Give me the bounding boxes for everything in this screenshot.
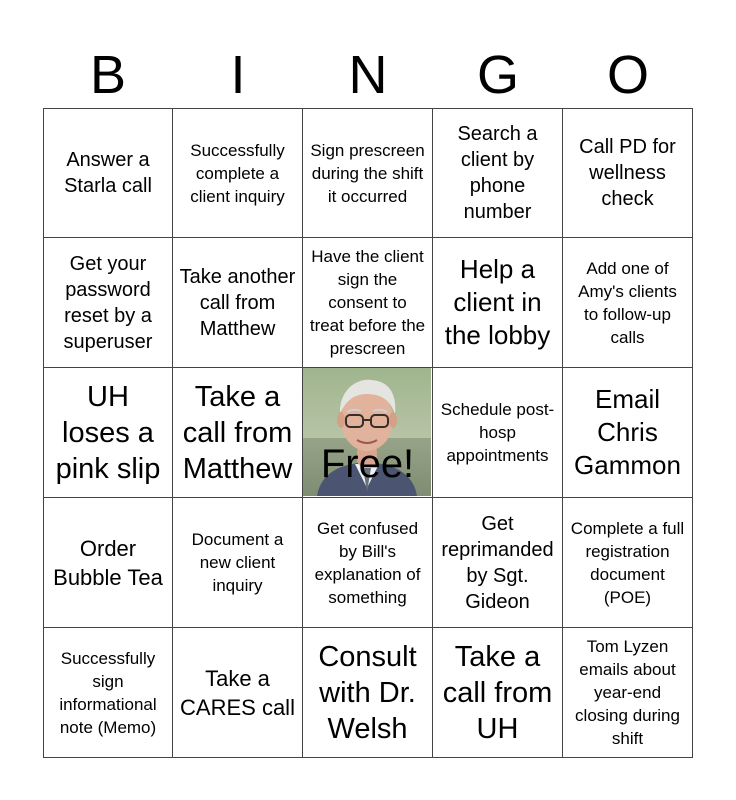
free-space-cell[interactable] xyxy=(303,368,433,498)
cell-text: Add one of Amy's clients to follow-up calls xyxy=(578,258,677,347)
cell-text: Get confused by Bill's explanation of something xyxy=(314,518,421,607)
bingo-header xyxy=(43,44,693,106)
bingo-cell[interactable] xyxy=(43,628,173,758)
cell-text: Successfully sign informational note (Memo) xyxy=(59,648,157,737)
cell-text: Tom Lyzen emails about year-end closing during shift xyxy=(575,637,680,748)
cell-text: Successfully complete a client inquiry xyxy=(190,140,285,206)
header-letter-b: B xyxy=(89,45,127,105)
bingo-cell[interactable] xyxy=(433,498,563,628)
bingo-cell[interactable] xyxy=(303,108,433,238)
cell-text: Sign prescreen during the shift it occurred xyxy=(310,140,425,206)
cell-text: Take another call from Matthew xyxy=(179,265,296,340)
cell-text: Take a CARES call xyxy=(180,665,295,720)
cell-text: Get your password reset by a superuser xyxy=(63,252,153,353)
bingo-cell[interactable] xyxy=(173,238,303,368)
bingo-cell[interactable] xyxy=(303,238,433,368)
cell-text: Email Chris Gammon xyxy=(574,384,681,480)
header-letter-i: I xyxy=(230,45,246,105)
cell-text: Document a new client inquiry xyxy=(191,530,284,595)
cell-text: Answer a Starla call xyxy=(64,149,152,197)
cell-text: Take a call from Matthew xyxy=(182,380,293,485)
free-space-label: Free! xyxy=(320,441,415,486)
cell-text: Complete a full registration document (POE) xyxy=(570,518,685,607)
bingo-cell[interactable] xyxy=(173,628,303,758)
bingo-cell[interactable] xyxy=(43,368,173,498)
bingo-cell[interactable] xyxy=(43,238,173,368)
bingo-cell[interactable] xyxy=(433,238,563,368)
bingo-cell[interactable] xyxy=(563,628,693,758)
bingo-cell[interactable] xyxy=(303,498,433,628)
header-letter-n: N xyxy=(348,45,388,105)
cell-text: Have the client sign the consent to treat before the prescreen xyxy=(309,247,426,358)
cell-text: Order Bubble Tea xyxy=(53,535,163,590)
bingo-cell[interactable] xyxy=(173,108,303,238)
header-letter-o: O xyxy=(606,45,649,105)
bingo-cell[interactable] xyxy=(433,628,563,758)
cell-text: Call PD for wellness check xyxy=(579,136,676,210)
cell-text: Take a call from UH xyxy=(442,640,553,745)
cell-text: Consult with Dr. Welsh xyxy=(318,640,417,745)
bingo-board xyxy=(43,108,693,758)
cell-text: Help a client in the lobby xyxy=(444,254,551,350)
bingo-cell[interactable] xyxy=(563,368,693,498)
cell-text: Search a client by phone number xyxy=(457,123,538,223)
cell-text: UH loses a pink slip xyxy=(55,380,161,485)
bingo-cell[interactable] xyxy=(433,108,563,238)
bingo-cell[interactable] xyxy=(303,628,433,758)
bingo-cell[interactable] xyxy=(563,238,693,368)
bingo-cell[interactable] xyxy=(173,368,303,498)
bingo-cell[interactable] xyxy=(173,498,303,628)
bingo-cell[interactable] xyxy=(43,498,173,628)
bingo-cell[interactable] xyxy=(563,108,693,238)
header-letter-g: G xyxy=(476,45,519,105)
cell-text: Get reprimanded by Sgt. Gideon xyxy=(441,512,554,613)
bingo-cell[interactable] xyxy=(563,498,693,628)
bingo-cell[interactable] xyxy=(43,108,173,238)
bingo-cell[interactable] xyxy=(433,368,563,498)
cell-text: Schedule post-hosp appointments xyxy=(440,400,555,465)
